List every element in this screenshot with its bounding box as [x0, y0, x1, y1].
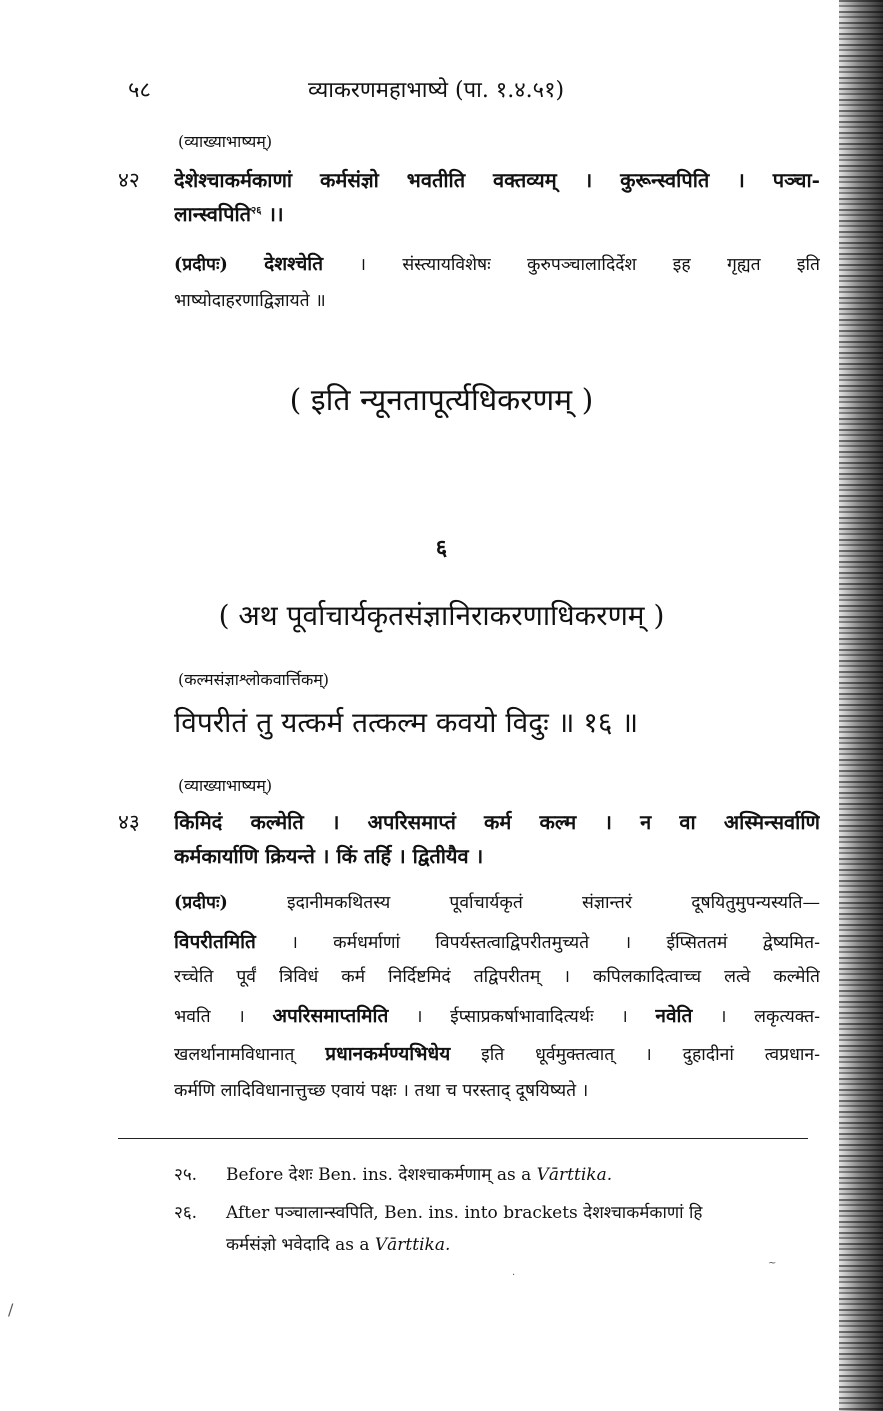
footnote	[174, 1162, 612, 1185]
section-number: ६	[435, 535, 448, 561]
bhashya-line: कर्मकार्याणि क्रियन्ते । किं तर्हि । द्वितीयैव ।	[174, 844, 484, 868]
footnote-rule	[118, 1138, 808, 1139]
paragraph-number: ४२	[118, 168, 140, 192]
running-header	[128, 74, 638, 110]
bhashya-line	[174, 200, 820, 227]
pradipa-text: । संस्त्यायविशेषः कुरुपञ्चालादिर्देश इह गृह्यत इति	[323, 255, 820, 275]
pradipa-text: इदानीमकथितस्य पूर्वाचार्यकृतं संज्ञान्तरं दूषयितुमुपन्यस्यति—	[287, 893, 820, 913]
scan-speck: ·	[512, 1270, 516, 1281]
pradipa-line	[174, 890, 820, 914]
pradipa-line: रच्चेति पूर्वं त्रिविधं कर्म निर्दिष्टमिदं तद्विपरीतम् । कपिलकादित्वाच्च लत्वे कल्मेति	[174, 967, 820, 987]
page-number: ५८	[128, 78, 151, 103]
varttika-verse: विपरीतं तु यत्कर्म तत्कल्म कवयो विदुः ॥ १६ ॥	[174, 706, 639, 739]
pradipa-line: भाष्योदाहरणाद्विज्ञायते ॥	[174, 291, 326, 311]
pradipa-line	[174, 250, 820, 276]
running-title: व्याकरणमहाभाष्ये (पा. १.४.५१)	[308, 78, 565, 103]
bhashya-tag: (व्याख्याभाष्यम्)	[178, 776, 273, 795]
pradipa-keyword: प्रधानकर्मण्यभिधेय	[325, 1043, 451, 1065]
bhashya-line: किमिदं कल्मेति । अपरिसमाप्तं कर्म कल्म । न वा अस्मिन्सर्वाणि	[174, 810, 820, 834]
bhashya-line: देशेश्चाकर्मकाणां कर्मसंज्ञो भवतीति वक्तव्यम् । कुरून्स्वपिति । पञ्चा-	[174, 168, 820, 192]
pradipa-line: कर्मणि लादिविधानात्तुच्छ एवायं पक्षः । तथा च परस्ताद् दूषयिष्यते ।	[174, 1081, 589, 1101]
footnote-ref: २६	[251, 205, 262, 217]
footnote-number: २६.	[174, 1203, 198, 1223]
pradipa-line	[174, 1002, 820, 1028]
footnote	[174, 1200, 702, 1223]
footnote-italic: Vārttika.	[374, 1235, 451, 1255]
pradipa-keyword: विपरीतमिति	[174, 931, 256, 953]
paragraph-number: ४३	[118, 810, 140, 834]
footnote-italic: Vārttika.	[536, 1165, 613, 1185]
varttika-tag: (कल्मसंज्ञाश्लोकवार्त्तिकम्)	[178, 670, 330, 689]
pradipa-text: । ईप्साप्रकर्षाभावादित्यर्थः ।	[388, 1007, 656, 1027]
footnote	[226, 1232, 450, 1255]
pradipa-line	[174, 928, 820, 954]
pradipa-label: (प्रदीपः)	[174, 255, 228, 275]
pradipa-keyword: अपरिसमाप्तमिति	[272, 1005, 389, 1027]
binding-edge	[839, 0, 883, 1411]
pradipa-line	[174, 1040, 820, 1066]
bhashya-text: लान्स्वपिति	[174, 202, 252, 226]
section-open-heading: ( अथ पूर्वाचार्यकृतसंज्ञानिराकरणाधिकरणम् )	[218, 599, 665, 632]
pradipa-text: इति धूर्वमुक्तत्वात् । दुहादीनां त्वप्रधान-	[450, 1045, 820, 1065]
scan-speck: /	[8, 1300, 14, 1319]
pradipa-text: । लकृत्यक्त-	[692, 1007, 820, 1027]
scan-speck: ~	[768, 1258, 777, 1269]
pradipa-label: (प्रदीपः)	[174, 893, 228, 913]
footnote-text: कर्मसंज्ञो भवेदादि as a	[226, 1235, 375, 1255]
bhashya-text: ।।	[261, 202, 284, 226]
footnote-text: Before देशः Ben. ins. देशश्चाकर्मणाम् as a	[226, 1165, 537, 1185]
footnote-text: After पञ्चालान्स्वपिति, Ben. ins. into brackets देशश्चाकर्मकाणां हि	[226, 1203, 703, 1223]
footnote-number: २५.	[174, 1165, 198, 1185]
pradipa-text: । कर्मधर्माणां विपर्यस्तत्वाद्विपरीतमुच्यते । ईप्सिततमं द्वेष्यमित-	[255, 933, 820, 953]
section-close-heading: ( इति न्यूनतापूर्त्यधिकरणम् )	[289, 383, 594, 418]
pradipa-keyword: देशश्चेति	[264, 253, 324, 275]
pradipa-keyword: नवेति	[655, 1005, 693, 1027]
bhashya-tag: (व्याख्याभाष्यम्)	[178, 132, 273, 151]
pradipa-text: भवति ।	[174, 1007, 273, 1027]
pradipa-text: खलर्थानामविधानात्	[174, 1045, 326, 1065]
